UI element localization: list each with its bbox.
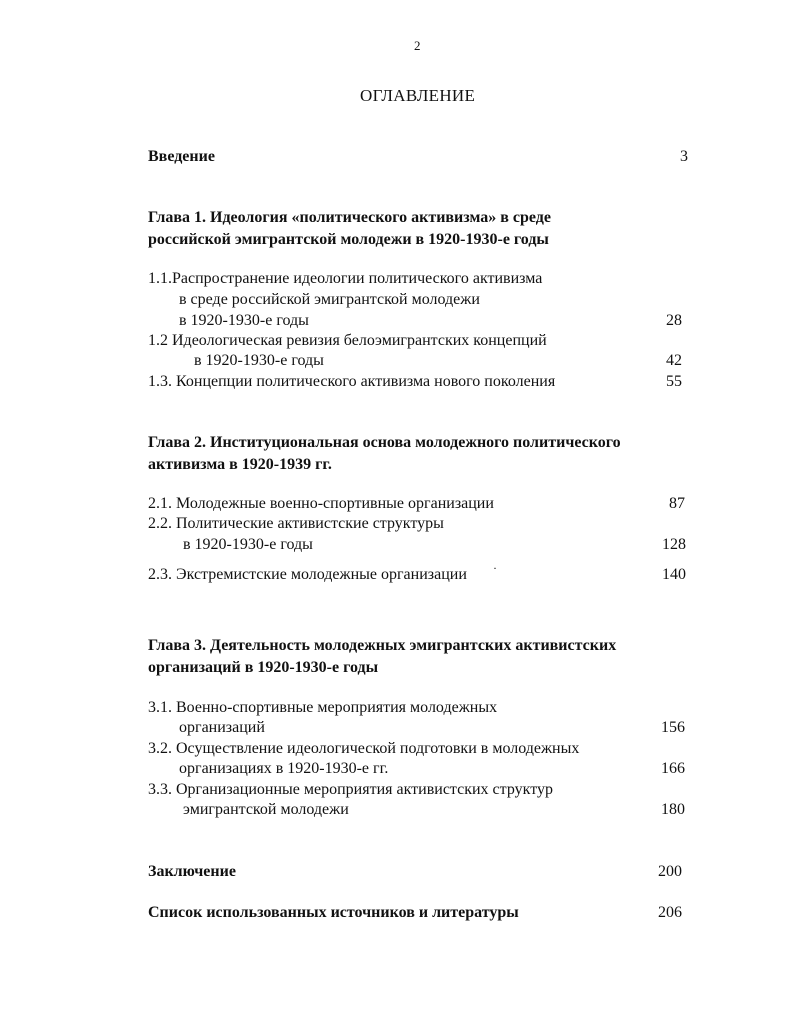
section-1-3-line1: 1.3. Концепции политического активизма нового поколения [148,373,556,390]
section-1-3-page: 55 [666,373,682,390]
intro-page: 3 [680,148,688,165]
section-3-3-line2: эмигрантской молодежи [183,801,349,818]
section-2-2-line2: в 1920-1930-е годы [183,536,313,553]
chapter2-title-line1: Глава 2. Институциональная основа молодежного политического [148,434,621,451]
chapter3-title-line2: организаций в 1920-1930-е годы [148,659,379,676]
section-2-3-page: 140 [662,566,686,583]
section-1-1-line1: 1.1.Распространение идеологии политического активизма [148,270,543,287]
conclusion-label: Заключение [148,863,236,880]
intro-label: Введение [148,148,215,165]
section-2-1-page: 87 [669,495,685,512]
section-3-1-page: 156 [661,719,685,736]
section-1-2-line2: в 1920-1930-е годы [194,352,324,369]
section-3-3-line1: 3.3. Организационные мероприятия активистских структур [148,781,553,798]
section-3-2-line2: организациях в 1920-1930-е гг. [179,760,389,777]
conclusion-page: 200 [658,863,682,880]
section-2-2-page: 128 [662,536,686,553]
chapter2-title-line2: активизма в 1920-1939 гг. [148,456,332,473]
sources-label: Список использованных источников и литературы [148,904,519,921]
sources-page: 206 [658,904,682,921]
page-number: 2 [414,38,421,53]
section-2-1-line1: 2.1. Молодежные военно-спортивные организации [148,495,494,512]
section-1-2-line1: 1.2 Идеологическая ревизия белоэмигрантских концепций [148,332,547,349]
page-title: ОГЛАВЛЕНИЕ [360,86,476,105]
section-3-3-page: 180 [661,801,685,818]
chapter3-title-line1: Глава 3. Деятельность молодежных эмигрантских активистских [148,637,617,654]
section-1-2-page: 42 [666,352,682,369]
section-2-3-line1: 2.3. Экстремистские молодежные организации [148,566,467,583]
section-1-1-line3: в 1920-1930-е годы [179,312,309,329]
chapter1-title-line1: Глава 1. Идеология «политического активизма» в среде [148,209,551,226]
section-1-1-line2: в среде российской эмигрантской молодежи [179,291,480,308]
section-3-1-line2: организаций [179,719,265,736]
section-3-1-line1: 3.1. Военно-спортивные мероприятия молодежных [148,699,498,716]
section-3-2-page: 166 [661,760,685,777]
section-3-2-line1: 3.2. Осуществление идеологической подготовки в молодежных [148,740,580,757]
section-2-2-line1: 2.2. Политические активистские структуры [148,515,444,532]
section-1-1-page: 28 [666,312,682,329]
stray-dot-mark: · [493,561,497,575]
chapter1-title-line2: российской эмигрантской молодежи в 1920-1930-е годы [148,231,549,248]
